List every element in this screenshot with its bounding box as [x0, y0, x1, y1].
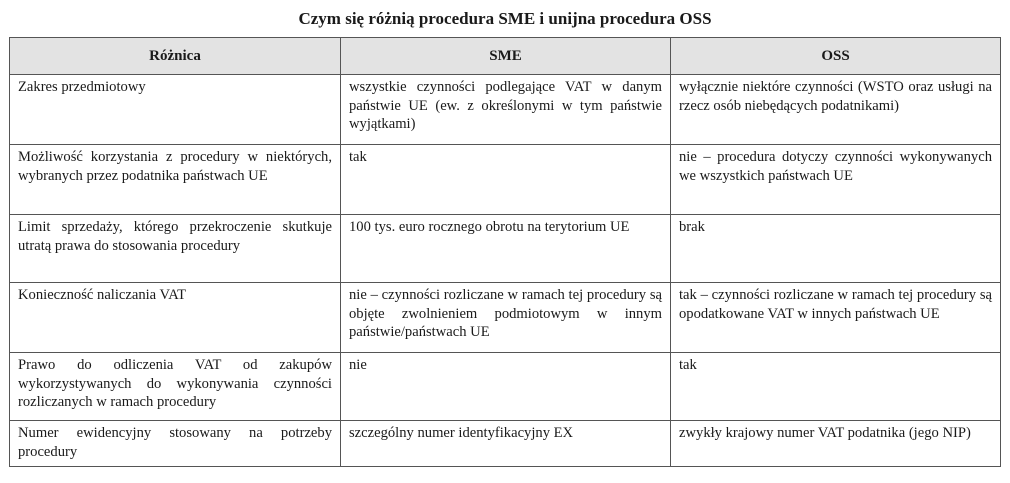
cell-oss: brak — [671, 215, 1001, 283]
cell-sme: 100 tys. euro rocznego obrotu na terytorium UE — [341, 215, 671, 283]
header-row — [10, 38, 1001, 75]
cell-sme: nie — [341, 353, 671, 421]
cell-sme: szczególny numer identyfikacyjny EX — [341, 421, 671, 467]
cell-oss: tak – czynności rozliczane w ramach tej procedury są opodatkowane VAT w innych państwach UE — [671, 283, 1001, 353]
cell-difference: Numer ewidencyjny stosowany na potrzeby procedury — [10, 421, 341, 467]
cell-difference: Konieczność naliczania VAT — [10, 283, 341, 353]
cell-sme: tak — [341, 145, 671, 215]
comparison-table — [9, 37, 1001, 467]
cell-difference: Prawo do odliczenia VAT od zakupów wykorzystywanych do wykonywania czynności rozliczanych w ramach procedury — [10, 353, 341, 421]
header-oss: OSS — [671, 38, 1001, 75]
cell-sme: wszystkie czynności podlegające VAT w danym państwie UE (ew. z określonymi w tym państwie wyjątkami) — [341, 75, 671, 145]
header-sme: SME — [341, 38, 671, 75]
table-row — [10, 75, 1001, 145]
cell-sme: nie – czynności rozliczane w ramach tej procedury są objęte zwolnieniem podmiotowym w innym państwie/państwach UE — [341, 283, 671, 353]
table-row — [10, 421, 1001, 467]
header-difference: Różnica — [10, 38, 341, 75]
cell-difference: Limit sprzedaży, którego przekroczenie skutkuje utratą prawa do stosowania procedury — [10, 215, 341, 283]
cell-oss: wyłącznie niektóre czynności (WSTO oraz usługi na rzecz osób niebędących podatnikami) — [671, 75, 1001, 145]
cell-oss: tak — [671, 353, 1001, 421]
cell-difference: Zakres przedmiotowy — [10, 75, 341, 145]
table-row — [10, 283, 1001, 353]
cell-oss: nie – procedura dotyczy czynności wykonywanych we wszystkich państwach UE — [671, 145, 1001, 215]
cell-oss: zwykły krajowy numer VAT podatnika (jego NIP) — [671, 421, 1001, 467]
table-row — [10, 353, 1001, 421]
table-title: Czym się różnią procedura SME i unijna procedura OSS — [298, 9, 712, 28]
cell-difference: Możliwość korzystania z procedury w niektórych, wybranych przez podatnika państwach UE — [10, 145, 341, 215]
table-row — [10, 145, 1001, 215]
table-row — [10, 215, 1001, 283]
